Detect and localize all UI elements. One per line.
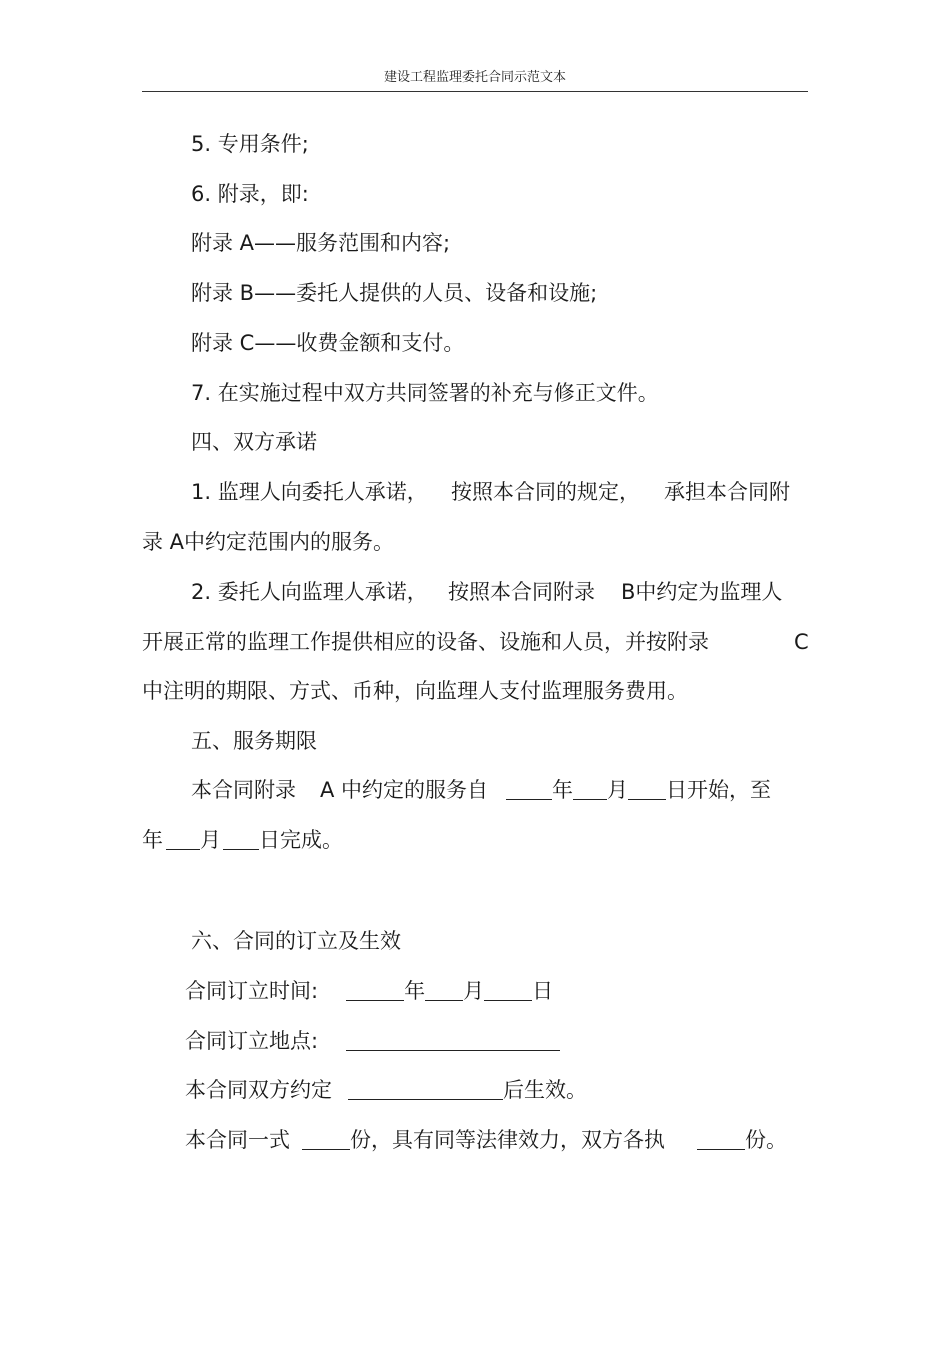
sign-year-blank[interactable] — [346, 980, 404, 1001]
term-year-label: 年 — [552, 778, 574, 802]
copies-text-b: 份，具有同等法律效力，双方各执 — [350, 1128, 665, 1152]
copies-text-c: 份。 — [745, 1128, 787, 1152]
term-line-1 — [191, 777, 771, 803]
copies-each-blank[interactable] — [697, 1129, 745, 1150]
section-6-title: 六、合同的订立及生效 — [191, 929, 401, 953]
term-line-2 — [142, 827, 343, 853]
term-start-text: 日开始，至 — [666, 778, 772, 802]
sign-time-line — [185, 978, 553, 1004]
item-7: 7. 在实施过程中双方共同签署的补充与修正文件。 — [191, 381, 659, 405]
copies-total-blank[interactable] — [302, 1129, 350, 1150]
promise-2-part-a: 2. 委托人向监理人承诺， — [191, 580, 428, 604]
sign-place-label: 合同订立地点: — [185, 1029, 319, 1053]
promise-1-line-2: 录 A中约定范围内的服务。 — [142, 530, 395, 554]
item-6: 6. 附录，即: — [191, 182, 309, 206]
header-divider — [142, 91, 808, 92]
item-5: 5. 专用条件; — [191, 132, 309, 156]
term2-year-label: 年 — [142, 828, 163, 852]
term-end-text: 日完成。 — [259, 828, 343, 852]
promise-1-part-a: 1. 监理人向委托人承诺， — [191, 480, 428, 504]
sign-time-label: 合同订立时间: — [185, 979, 319, 1003]
term-start-month-blank[interactable] — [573, 779, 607, 800]
sign-day-label: 日 — [532, 979, 554, 1003]
section-5-title: 五、服务期限 — [191, 729, 317, 753]
sign-month-label: 月 — [463, 979, 485, 1003]
sign-day-blank[interactable] — [484, 980, 532, 1001]
appendix-c: 附录 C——收费金额和支付。 — [191, 331, 465, 355]
term-end-month-blank[interactable] — [166, 829, 200, 850]
promise-1-part-b: 按照本合同的规定， — [451, 480, 640, 504]
term-text-b: A 中约定的服务自 — [320, 778, 489, 802]
promise-2-part-c: B中约定为监理人 — [621, 580, 783, 604]
effect-text-b: 后生效。 — [503, 1078, 587, 1102]
appendix-a: 附录 A——服务范围和内容; — [191, 231, 451, 255]
term-end-day-blank[interactable] — [223, 829, 259, 850]
page-header-title: 建设工程监理委托合同示范文本 — [383, 70, 566, 85]
sign-place-blank[interactable] — [346, 1030, 560, 1051]
sign-month-blank[interactable] — [425, 980, 463, 1001]
term-text-a: 本合同附录 — [191, 778, 296, 802]
copies-text-a: 本合同一式 — [185, 1128, 290, 1152]
copies-line — [185, 1127, 787, 1153]
effect-line — [185, 1077, 587, 1103]
term-start-day-blank[interactable] — [628, 779, 666, 800]
section-4-title: 四、双方承诺 — [191, 430, 317, 454]
promise-2-line-2: 开展正常的监理工作提供相应的设备、设施和人员，并按附录 — [142, 630, 709, 654]
promise-2-part-b: 按照本合同附录 — [448, 580, 595, 604]
promise-2-line-2-end: C — [794, 630, 809, 654]
promise-2-line-3: 中注明的期限、方式、币种，向监理人支付监理服务费用。 — [142, 679, 688, 703]
term-month-label: 月 — [607, 778, 629, 802]
promise-1-part-c: 承担本合同附 — [664, 480, 790, 504]
effect-condition-blank[interactable] — [348, 1079, 503, 1100]
term-start-year-blank[interactable] — [506, 779, 552, 800]
appendix-b: 附录 B——委托人提供的人员、设备和设施; — [191, 281, 598, 305]
sign-year-label: 年 — [404, 979, 426, 1003]
sign-place-line — [185, 1028, 560, 1054]
term2-month-label: 月 — [200, 828, 221, 852]
effect-text-a: 本合同双方约定 — [185, 1078, 332, 1102]
